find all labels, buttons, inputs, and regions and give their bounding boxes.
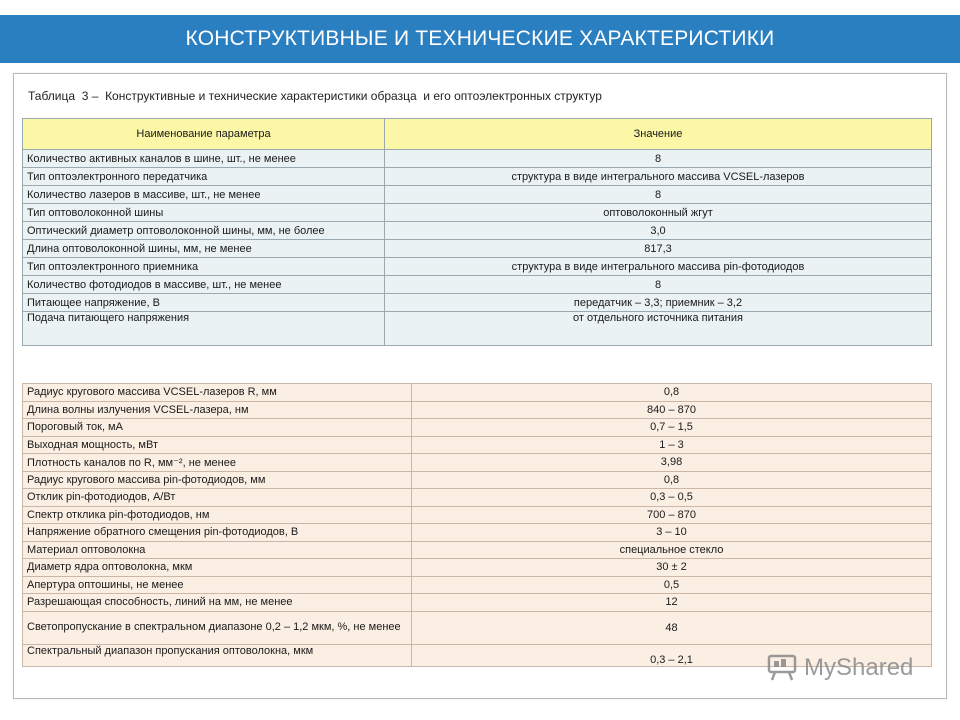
param-value: 0,5 xyxy=(412,576,932,594)
param-value: 8 xyxy=(385,276,932,294)
param-name: Напряжение обратного смещения pin-фотодиодов, В xyxy=(23,524,412,542)
page-title: КОНСТРУКТИВНЫЕ И ТЕХНИЧЕСКИЕ ХАРАКТЕРИСТИКИ xyxy=(0,15,960,63)
table-row xyxy=(23,150,932,168)
param-name: Тип оптоэлектронного приемника xyxy=(23,258,385,276)
param-value: 3,0 xyxy=(385,222,932,240)
param-value: 8 xyxy=(385,186,932,204)
table-row xyxy=(23,506,932,524)
param-name: Пороговый ток, мА xyxy=(23,419,412,437)
table-row xyxy=(23,419,932,437)
table-row xyxy=(23,576,932,594)
characteristics-table-1 xyxy=(22,118,932,346)
table-row xyxy=(23,240,932,258)
param-value: структура в виде интегрального массива pin-фотодиодов xyxy=(385,258,932,276)
table-row xyxy=(23,276,932,294)
table-row xyxy=(23,541,932,559)
param-value: 0,3 – 0,5 xyxy=(412,489,932,507)
param-name: Длина волны излучения VCSEL-лазера, нм xyxy=(23,401,412,419)
header-value: Значение xyxy=(385,119,932,150)
param-name: Тип оптоэлектронного передатчика xyxy=(23,168,385,186)
param-value: 840 – 870 xyxy=(412,401,932,419)
param-name: Материал оптоволокна xyxy=(23,541,412,559)
param-value: оптоволоконный жгут xyxy=(385,204,932,222)
param-name: Тип оптоволоконной шины xyxy=(23,204,385,222)
param-value: структура в виде интегрального массива VCSEL-лазеров xyxy=(385,168,932,186)
watermark-text: MyShared xyxy=(804,654,914,681)
table-row xyxy=(23,489,932,507)
param-value: 3,98 xyxy=(412,454,932,472)
param-value: 3 – 10 xyxy=(412,524,932,542)
param-value: 8 xyxy=(385,150,932,168)
header-parameter-name: Наименование параметра xyxy=(23,119,385,150)
param-name: Спектр отклика pin-фотодиодов, нм xyxy=(23,506,412,524)
table-row xyxy=(23,559,932,577)
table-row xyxy=(23,312,932,346)
param-value: 817,3 xyxy=(385,240,932,258)
param-name: Количество лазеров в массиве, шт., не менее xyxy=(23,186,385,204)
param-name: Радиус кругового массива VCSEL-лазеров R, мм xyxy=(23,384,412,402)
param-name: Плотность каналов по R, мм⁻², не менее xyxy=(23,454,412,472)
table-row xyxy=(23,222,932,240)
table-row xyxy=(23,524,932,542)
param-value: 1 – 3 xyxy=(412,436,932,454)
param-value: 0,8 xyxy=(412,384,932,402)
table-row xyxy=(23,294,932,312)
param-name: Оптический диаметр оптоволоконной шины, мм, не более xyxy=(23,222,385,240)
param-name: Радиус кругового массива pin-фотодиодов, мм xyxy=(23,471,412,489)
param-value: специальное стекло xyxy=(412,541,932,559)
param-name: Светопропускание в спектральном диапазоне 0,2 – 1,2 мкм, %, не менее xyxy=(23,611,412,644)
param-name: Питающее напряжение, В xyxy=(23,294,385,312)
watermark xyxy=(766,654,913,682)
table-row xyxy=(23,384,932,402)
table-header-row xyxy=(23,119,932,150)
param-name: Разрешающая способность, линий на мм, не менее xyxy=(23,594,412,612)
param-name: Количество фотодиодов в массиве, шт., не менее xyxy=(23,276,385,294)
param-value: 0,3 – 2,1 xyxy=(412,644,932,666)
table-caption: Таблица 3 – Конструктивные и технические характеристики образца и его оптоэлектронных структур xyxy=(28,89,602,103)
param-name: Апертура оптошины, не менее xyxy=(23,576,412,594)
param-value: 48 xyxy=(412,611,932,644)
table-row xyxy=(23,471,932,489)
presentation-board-icon xyxy=(766,654,798,682)
table-row xyxy=(23,594,932,612)
table-row xyxy=(23,401,932,419)
table-row xyxy=(23,186,932,204)
param-value: 0,8 xyxy=(412,471,932,489)
param-name: Выходная мощность, мВт xyxy=(23,436,412,454)
param-value: от отдельного источника питания xyxy=(385,312,932,346)
param-name: Диаметр ядра оптоволокна, мкм xyxy=(23,559,412,577)
param-value: передатчик – 3,3; приемник – 3,2 xyxy=(385,294,932,312)
param-name: Количество активных каналов в шине, шт., не менее xyxy=(23,150,385,168)
table-row xyxy=(23,204,932,222)
table-row xyxy=(23,454,932,472)
characteristics-table-2 xyxy=(22,383,932,667)
param-name: Спектральный диапазон пропускания оптоволокна, мкм xyxy=(23,644,412,666)
param-value: 30 ± 2 xyxy=(412,559,932,577)
param-name: Отклик pin-фотодиодов, А/Вт xyxy=(23,489,412,507)
table-row xyxy=(23,611,932,644)
param-name: Длина оптоволоконной шины, мм, не менее xyxy=(23,240,385,258)
param-name: Подача питающего напряжения xyxy=(23,312,385,346)
footer-area xyxy=(0,700,960,720)
table-row xyxy=(23,258,932,276)
param-value: 0,7 – 1,5 xyxy=(412,419,932,437)
param-value: 12 xyxy=(412,594,932,612)
param-value: 700 – 870 xyxy=(412,506,932,524)
table-row xyxy=(23,168,932,186)
table-row xyxy=(23,436,932,454)
